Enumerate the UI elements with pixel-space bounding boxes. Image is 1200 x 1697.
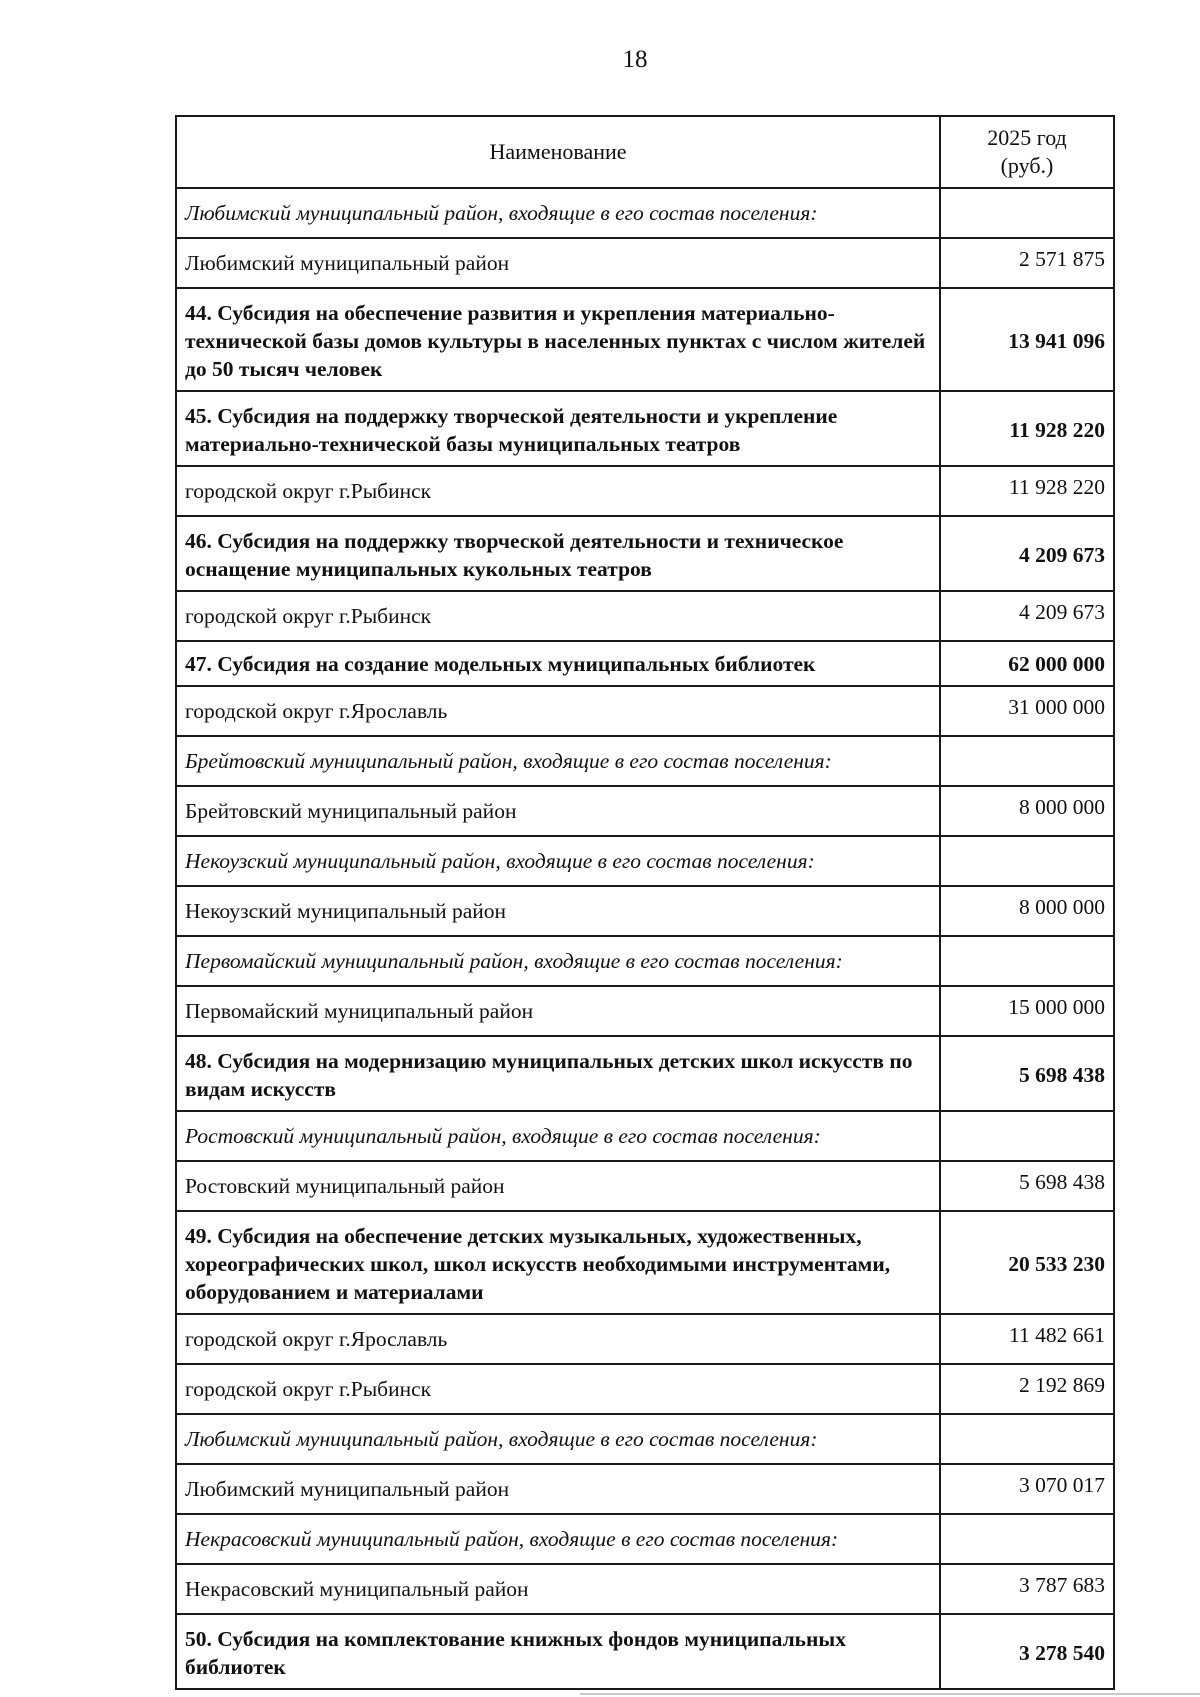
district-name: Некоузский муниципальный район, входящие в его состав поселения:	[176, 836, 940, 886]
municipality-row	[176, 1364, 1114, 1414]
subsidy-row	[176, 1036, 1114, 1111]
name-column-header: Наименование	[176, 116, 940, 188]
subsidy-name: 44. Субсидия на обеспечение развития и укрепления материально-технической базы домов культуры в населенных пунктах с числом жителей до 50 тысяч человек	[176, 288, 940, 391]
subsidy-name: 45. Субсидия на поддержку творческой деятельности и укрепление материально-технической базы муниципальных театров	[176, 391, 940, 466]
municipality-row	[176, 886, 1114, 936]
amount-cell: 11 482 661	[940, 1314, 1114, 1364]
subsidy-name: 48. Субсидия на модернизацию муниципальных детских школ искусств по видам искусств	[176, 1036, 940, 1111]
amount-cell: 3 787 683	[940, 1564, 1114, 1614]
amount-cell: 4 209 673	[940, 591, 1114, 641]
municipality-name: Первомайский муниципальный район	[176, 986, 940, 1036]
municipality-name: городской округ г.Рыбинск	[176, 1364, 940, 1414]
amount-cell	[940, 1414, 1114, 1464]
amount-cell: 2 571 875	[940, 238, 1114, 288]
subsidy-row	[176, 391, 1114, 466]
municipality-row	[176, 238, 1114, 288]
municipality-row	[176, 1314, 1114, 1364]
amount-cell: 2 192 869	[940, 1364, 1114, 1414]
amount-cell: 20 533 230	[940, 1211, 1114, 1314]
amount-cell: 3 278 540	[940, 1614, 1114, 1689]
district-name: Ростовский муниципальный район, входящие в его состав поселения:	[176, 1111, 940, 1161]
table-header-row	[176, 116, 1114, 188]
amount-cell: 8 000 000	[940, 886, 1114, 936]
municipality-name: городской округ г.Рыбинск	[176, 591, 940, 641]
district-name: Первомайский муниципальный район, входящие в его состав поселения:	[176, 936, 940, 986]
municipality-row	[176, 591, 1114, 641]
amount-cell: 62 000 000	[940, 641, 1114, 686]
district-name: Любимский муниципальный район, входящие в его состав поселения:	[176, 1414, 940, 1464]
municipality-name: Любимский муниципальный район	[176, 238, 940, 288]
amount-cell: 5 698 438	[940, 1161, 1114, 1211]
amount-column-header	[940, 116, 1114, 188]
amount-header-year: 2025 год	[987, 125, 1067, 150]
district-header-row	[176, 836, 1114, 886]
subsidy-name: 46. Субсидия на поддержку творческой деятельности и техническое оснащение муниципальных кукольных театров	[176, 516, 940, 591]
district-name: Брейтовский муниципальный район, входящие в его состав поселения:	[176, 736, 940, 786]
district-header-row	[176, 1414, 1114, 1464]
table-body	[176, 188, 1114, 1689]
amount-cell	[940, 1111, 1114, 1161]
amount-cell: 5 698 438	[940, 1036, 1114, 1111]
municipality-name: городской округ г.Рыбинск	[176, 466, 940, 516]
municipality-row	[176, 1161, 1114, 1211]
amount-cell: 15 000 000	[940, 986, 1114, 1036]
amount-header-unit: (руб.)	[1000, 153, 1054, 178]
district-name: Некрасовский муниципальный район, входящие в его состав поселения:	[176, 1514, 940, 1564]
subsidy-row	[176, 288, 1114, 391]
scan-edge-line	[580, 1693, 1200, 1695]
municipality-name: Ростовский муниципальный район	[176, 1161, 940, 1211]
amount-cell	[940, 836, 1114, 886]
municipality-name: Некоузский муниципальный район	[176, 886, 940, 936]
subsidy-name: 49. Субсидия на обеспечение детских музыкальных, художественных, хореографических школ, школ искусств необходимыми инструментами, оборудованием и материалами	[176, 1211, 940, 1314]
municipality-name: Любимский муниципальный район	[176, 1464, 940, 1514]
municipality-row	[176, 986, 1114, 1036]
municipality-name: Брейтовский муниципальный район	[176, 786, 940, 836]
amount-cell: 8 000 000	[940, 786, 1114, 836]
page-number: 18	[622, 46, 648, 73]
district-header-row	[176, 936, 1114, 986]
municipality-name: Некрасовский муниципальный район	[176, 1564, 940, 1614]
amount-cell	[940, 936, 1114, 986]
amount-cell	[940, 188, 1114, 238]
municipality-name: городской округ г.Ярославль	[176, 686, 940, 736]
subsidy-row	[176, 1211, 1114, 1314]
subsidy-row	[176, 641, 1114, 686]
municipality-row	[176, 1564, 1114, 1614]
amount-cell: 3 070 017	[940, 1464, 1114, 1514]
district-header-row	[176, 736, 1114, 786]
budget-table	[175, 115, 1115, 1690]
amount-cell: 13 941 096	[940, 288, 1114, 391]
district-header-row	[176, 1514, 1114, 1564]
municipality-row	[176, 786, 1114, 836]
municipality-row	[176, 686, 1114, 736]
municipality-name: городской округ г.Ярославль	[176, 1314, 940, 1364]
subsidy-name: 47. Субсидия на создание модельных муниципальных библиотек	[176, 641, 940, 686]
amount-cell	[940, 736, 1114, 786]
subsidy-name: 50. Субсидия на комплектование книжных фондов муниципальных библиотек	[176, 1614, 940, 1689]
district-header-row	[176, 188, 1114, 238]
district-name: Любимский муниципальный район, входящие в его состав поселения:	[176, 188, 940, 238]
amount-cell: 11 928 220	[940, 391, 1114, 466]
subsidy-row	[176, 1614, 1114, 1689]
municipality-row	[176, 1464, 1114, 1514]
amount-cell	[940, 1514, 1114, 1564]
subsidy-row	[176, 516, 1114, 591]
district-header-row	[176, 1111, 1114, 1161]
amount-cell: 31 000 000	[940, 686, 1114, 736]
amount-cell: 11 928 220	[940, 466, 1114, 516]
amount-cell: 4 209 673	[940, 516, 1114, 591]
municipality-row	[176, 466, 1114, 516]
